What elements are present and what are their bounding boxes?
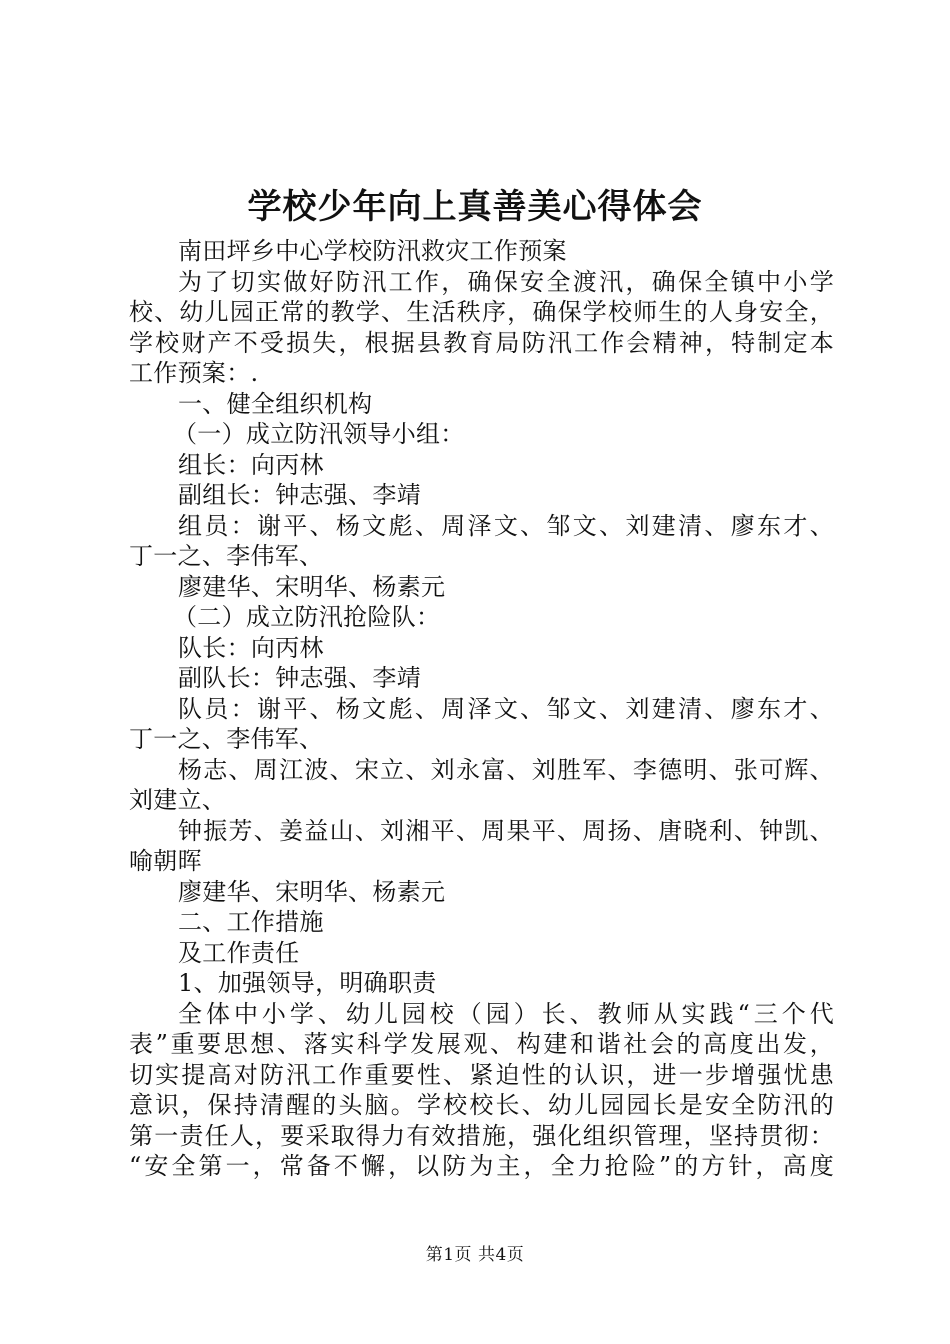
- subsection-heading: （一）成立防汛领导小组：: [173, 420, 465, 448]
- paragraph-line: 副队长：钟志强、李靖: [178, 664, 421, 692]
- paragraph-line: 南田坪乡中心学校防汛救灾工作预案: [178, 237, 567, 265]
- paragraph-line: 第一责任人，要采取得力有效措施，强化组织管理，坚持贯彻：: [129, 1121, 834, 1150]
- paragraph-line: 丁一之、李伟军、: [129, 542, 324, 570]
- paragraph-line: 为了切实做好防汛工作，确保安全渡汛，确保全镇中小学: [178, 267, 834, 296]
- subsection-heading: （二）成立防汛抢险队：: [173, 603, 441, 631]
- paragraph-line: 全体中小学、幼儿园校（园）长、教师从实践“三个代: [178, 999, 834, 1028]
- section-heading: 一、健全组织机构: [178, 389, 373, 418]
- paragraph-line: 钟振芳、姜益山、刘湘平、周果平、周扬、唐晓利、钟凯、: [178, 816, 834, 845]
- paragraph-line: 及工作责任: [178, 938, 300, 967]
- paragraph-line: 队员：谢平、杨文彪、周泽文、邹文、刘建清、廖东才、: [178, 694, 834, 723]
- paragraph-line: 切实提高对防汛工作重要性、紧迫性的认识，进一步增强忧患: [129, 1060, 834, 1089]
- paragraph-line: 校、幼儿园正常的教学、生活秩序，确保学校师生的人身安全，: [129, 298, 834, 326]
- page-number-footer: 第1页 共4页: [425, 1245, 525, 1265]
- paragraph-line: 副组长：钟志强、李靖: [178, 481, 421, 509]
- paragraph-line: 廖建华、宋明华、杨素元: [178, 877, 446, 906]
- paragraph-line: 工作预案：.: [129, 359, 259, 387]
- paragraph-line: 廖建华、宋明华、杨素元: [178, 572, 446, 601]
- paragraph-line: 意识，保持清醒的头脑。学校校长、幼儿园园长是安全防汛的: [129, 1091, 834, 1119]
- paragraph-line: 组长：向丙林: [178, 450, 324, 479]
- paragraph-line: 喻朝晖: [129, 847, 202, 875]
- paragraph-line: 丁一之、李伟军、: [129, 725, 324, 753]
- section-heading: 二、工作措施: [178, 908, 324, 936]
- paragraph-line: 杨志、周江波、宋立、刘永富、刘胜军、李德明、张可辉、: [178, 755, 834, 784]
- paragraph-line: 表”重要思想、落实科学发展观、构建和谐社会的高度出发，: [129, 1030, 834, 1058]
- paragraph-line: “安全第一，常备不懈，以防为主，全力抢险”的方针，高度: [129, 1152, 834, 1180]
- paragraph-line: 组员：谢平、杨文彪、周泽文、邹文、刘建清、廖东才、: [178, 511, 834, 540]
- subsection-heading: 1、加强领导，明确职责: [178, 969, 437, 997]
- paragraph-line: 队长：向丙林: [178, 633, 324, 662]
- paragraph-line: 学校财产不受损失，根据县教育局防汛工作会精神，特制定本: [129, 328, 834, 357]
- paragraph-line: 刘建立、: [129, 786, 227, 814]
- document-title: 学校少年向上真善美心得体会: [247, 187, 703, 227]
- document-body: [129, 236, 834, 1182]
